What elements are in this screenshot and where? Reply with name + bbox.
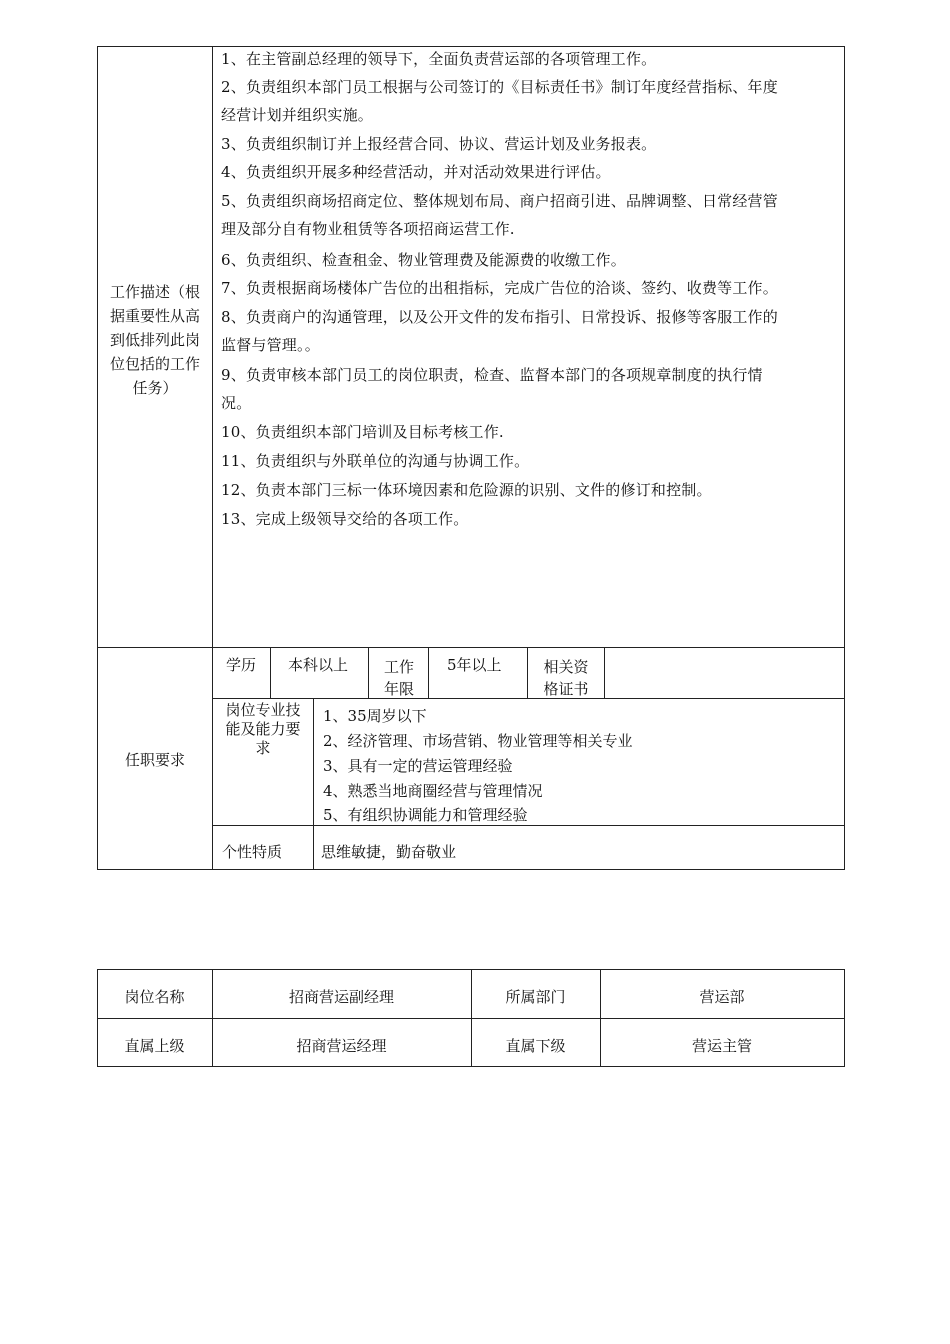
table-divider bbox=[212, 825, 845, 826]
table-divider bbox=[313, 698, 314, 870]
duty-line: 经营计划并组织实施。 bbox=[221, 106, 374, 124]
position-name-label: 岗位名称 bbox=[124, 988, 185, 1006]
skill-item: 1、35周岁以下 bbox=[323, 707, 427, 725]
duty-line: 13、完成上级领导交给的各项工作。 bbox=[221, 510, 469, 528]
personality-label: 个性特质 bbox=[222, 843, 283, 861]
duty-line: 12、负责本部门三标一体环境因素和危险源的识别、文件的修订和控制。 bbox=[221, 481, 712, 499]
skills-label: 岗位专业技能及能力要求 bbox=[225, 701, 301, 757]
duty-line: 2、负责组织本部门员工根据与公司签订的《目标责任书》制订年度经营指标、年度 bbox=[221, 78, 778, 96]
duties-row-label: 工作描述（根据重要性从高到低排列此岗位包括的工作任务） bbox=[109, 283, 200, 397]
duty-line: 3、负责组织制订并上报经营合同、协议、营运计划及业务报表。 bbox=[221, 135, 657, 153]
duty-line: 5、负责组织商场招商定位、整体规划布局、商户招商引进、品牌调整、日常经营管 bbox=[221, 192, 778, 210]
education-label: 学历 bbox=[226, 656, 257, 674]
table-border-left bbox=[97, 46, 98, 870]
duty-line: 理及部分自有物业租赁等各项招商运营工作. bbox=[221, 220, 515, 238]
direct-superior-value: 招商营运经理 bbox=[296, 1037, 387, 1055]
table-divider bbox=[270, 647, 271, 699]
duty-line: 8、负责商户的沟通管理，以及公开文件的发布指引、日常投诉、报修等客服工作的 bbox=[221, 308, 778, 326]
direct-subordinate-value: 营运主管 bbox=[691, 1037, 752, 1055]
skill-item: 2、经济管理、市场营销、物业管理等相关专业 bbox=[323, 732, 633, 750]
duty-line: 10、负责组织本部门培训及目标考核工作. bbox=[221, 423, 504, 441]
requirements-row-label: 任职要求 bbox=[124, 751, 185, 769]
duty-line: 1、在主管副总经理的领导下，全面负责营运部的各项管理工作。 bbox=[221, 50, 657, 68]
work-years-value: 5年以上 bbox=[447, 656, 502, 674]
table-divider bbox=[368, 647, 369, 699]
table-divider bbox=[212, 46, 213, 870]
education-value: 本科以上 bbox=[288, 656, 349, 674]
skill-item: 5、有组织协调能力和管理经验 bbox=[323, 806, 528, 824]
table-divider bbox=[527, 647, 528, 699]
table-border-right bbox=[844, 46, 845, 870]
duty-line: 7、负责根据商场楼体广告位的出租指标，完成广告位的洽谈、签约、收费等工作。 bbox=[221, 279, 778, 297]
duty-line: 4、负责组织开展多种经营活动，并对活动效果进行评估。 bbox=[221, 163, 611, 181]
direct-subordinate-label: 直属下级 bbox=[505, 1037, 566, 1055]
table-divider bbox=[212, 698, 845, 699]
skill-item: 4、熟悉当地商圈经营与管理情况 bbox=[323, 782, 543, 800]
skill-item: 3、具有一定的营运管理经验 bbox=[323, 757, 513, 775]
duty-line: 11、负责组织与外联单位的沟通与协调工作。 bbox=[221, 452, 530, 470]
duty-line: 监督与管理。。 bbox=[221, 336, 320, 354]
table-divider bbox=[97, 647, 845, 648]
direct-superior-label: 直属上级 bbox=[124, 1037, 185, 1055]
table-divider bbox=[428, 647, 429, 699]
duty-line: 况。 bbox=[221, 394, 252, 412]
certificate-label: 相关资格证书 bbox=[543, 658, 589, 698]
table-border-bottom bbox=[97, 869, 845, 870]
table-divider bbox=[604, 647, 605, 699]
duty-line: 9、负责审核本部门员工的岗位职责，检查、监督本部门的各项规章制度的执行情 bbox=[221, 366, 763, 384]
duty-line: 6、负责组织、检查租金、物业管理费及能源费的收缴工作。 bbox=[221, 251, 626, 269]
department-value: 营运部 bbox=[699, 988, 745, 1006]
department-label: 所属部门 bbox=[505, 988, 566, 1006]
table-border-right bbox=[844, 969, 845, 1067]
position-name-value: 招商营运副经理 bbox=[288, 988, 394, 1006]
personality-value: 思维敏捷，勤奋敬业 bbox=[321, 843, 457, 861]
work-years-label: 工作年限 bbox=[383, 658, 414, 698]
